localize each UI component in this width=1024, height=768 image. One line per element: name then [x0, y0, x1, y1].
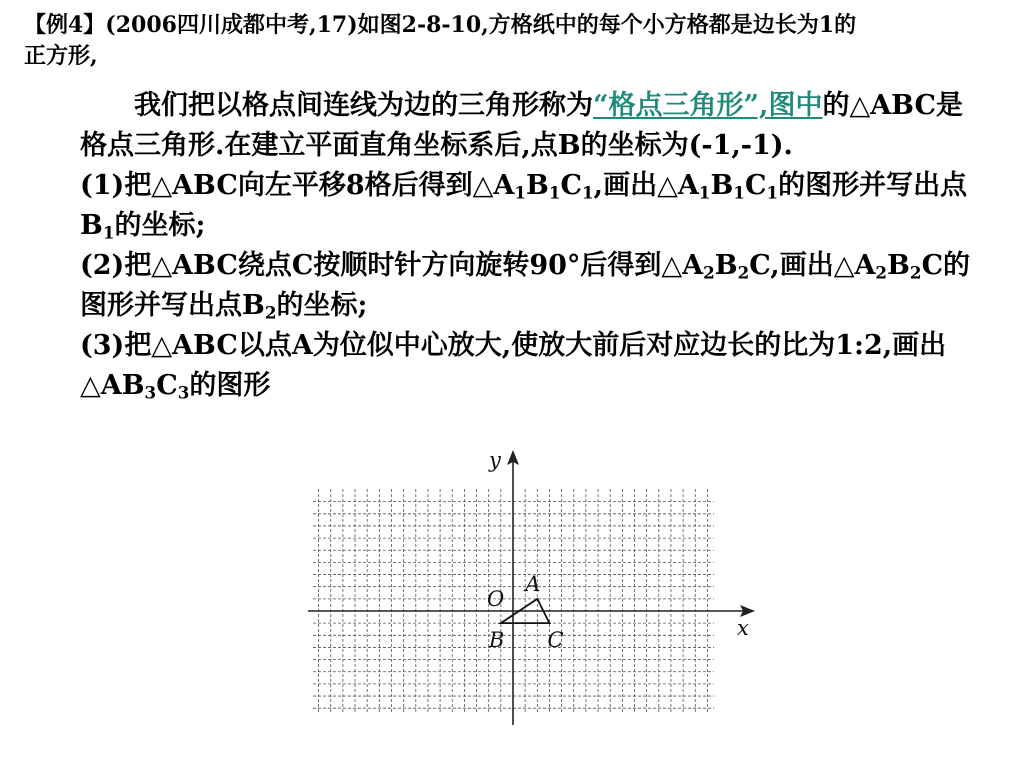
intro-text-2: 的△ABC是格点三角形.在建立平面直角坐标系后,点B的坐标为(-1,-1).	[80, 90, 963, 161]
example-header	[24, 10, 1014, 72]
intro-text-1: 我们把以格点间连线为边的三角形称为	[134, 90, 593, 121]
grid-triangle-link[interactable]: “格点三角形”,图中	[593, 90, 823, 121]
coordinate-grid-figure	[300, 442, 770, 727]
problem-body	[80, 86, 985, 406]
point-a-label: A	[525, 571, 541, 596]
question-1: (1)把△ABC向左平移8格后得到$\triangle A_1B_1C_1$,画出$\triangle A_1B_1C_1$的图形并写出点$B_1$的坐标;	[80, 170, 968, 243]
origin-label: O	[487, 587, 505, 611]
question-3: (3)把△ABC以点A为位似中心放大,使放大前后对应边长的比为1:2,画出$\triangle AB_3C_3$的图形	[80, 330, 947, 403]
grid-svg	[300, 442, 770, 727]
question-2: (2)把△ABC绕点C按顺时针方向旋转90°后得到$\triangle A_2B_2C$,画出$\triangle A_2B_2C$的图形并写出点$B_2$的坐标;	[80, 250, 971, 323]
header-line-1: 【例4】(2006四川成都中考,17)如图2-8-10,方格纸中的每个小方格都是边长为1的	[24, 12, 857, 38]
x-axis-label: x	[737, 616, 749, 640]
header-line-2: 正方形,	[24, 43, 98, 69]
y-axis-label: y	[489, 448, 501, 472]
point-c-label: C	[547, 628, 564, 653]
point-b-label: B	[488, 628, 505, 653]
